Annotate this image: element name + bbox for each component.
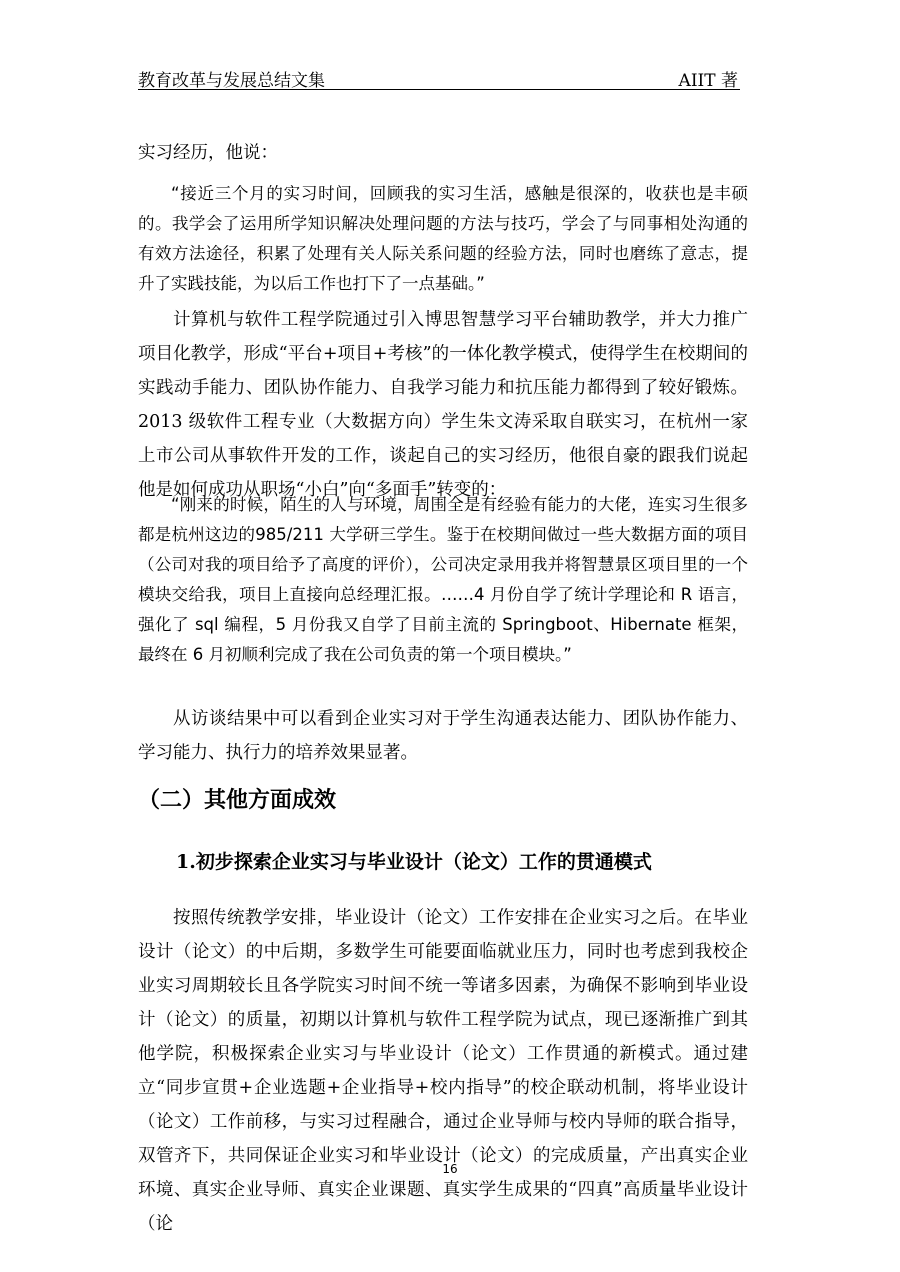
quote-internship-1: “接近三个月的实习时间，回顾我的实习生活，感触是很深的，收获也是丰硕的。我学会了运用所学知识解决处理问题的方法与技巧，学会了与同事相处沟通的有效方法途径，积累了处理有关人际关系问题的经验方法，同时也磨练了意志，提升了实践技能，为以后工作也打下了一点基础。” [138,184,748,293]
paragraph-intro: 实习经历，他说： [138,143,278,163]
paragraph-thesis-mode: 按照传统教学安排，毕业设计（论文）工作安排在企业实习之后。在毕业设计（论文）的中后期，多数学生可能要面临就业压力，同时也考虑到我校企业实习周期较长且各学院实习时间不统一等诸多因素，为确保不影响到毕业设计（论文）的质量，初期以计算机与软件工程学院为试点，现已逐渐推广到其他学院，积极探索企业实习与毕业设计（论文）工作贯通的新模式。通过建立“同步宣贯+企业选题+企业指导+校内指导”的校企联动机制，将毕业设计（论文）工作前移，与实习过程融合，通过企业导师与校内导师的联合指导，双管齐下，共同保证企业实习和毕业设计（论文）的完成质量，产出真实企业环境、真实企业导师、真实企业课题、真实学生成果的“四真”高质量毕业设计（论 [138,908,748,1234]
header-rule [138,89,740,90]
header-author: AIIT 著 [678,71,738,91]
quote-internship-2: “刚来的时候，陌生的人与环境，周围全是有经验有能力的大佬，连实习生很多都是杭州这边的985/211 大学研三学生。鉴于在校期间做过一些大数据方面的项目（公司对我的项目给予了高度的评价），公司决定录用我并将智慧景区项目里的一个模块交给我，项目上直接向总经理汇报。……4 月份自学了统计学理论和 R 语言，强化了 sql 编程，5 月份我又自学了目前主流的 Springboot、Hibernate 框架，最终在 6 月初顺利完成了我在公司负责的第一个项目模块。” [138,495,748,664]
paragraph-interview-result: 从访谈结果中可以看到企业实习对于学生沟通表达能力、团队协作能力、学习能力、执行力的培养效果显著。 [138,709,748,763]
section-heading: （二）其他方面成效 [138,788,337,813]
page-number: 16 [442,1162,458,1176]
subsection-heading: 1.初步探索企业实习与毕业设计（论文）工作的贯通模式 [176,851,652,873]
paragraph-platform-teaching: 计算机与软件工程学院通过引入博思智慧学习平台辅助教学，并大力推广项目化教学，形成“平台+项目+考核”的一体化教学模式，使得学生在校期间的实践动手能力、团队协作能力、自我学习能力和抗压能力都得到了较好锻炼。2013 级软件工程专业（大数据方向）学生朱文涛采取自联实习，在杭州一家上市公司从事软件开发的工作，谈起自己的实习经历，他很自豪的跟我们说起他是如何成功从职场“小白”向“多面手”转变的： [138,310,748,500]
page-header [138,62,740,90]
header-book-title: 教育改革与发展总结文集 [138,71,325,91]
